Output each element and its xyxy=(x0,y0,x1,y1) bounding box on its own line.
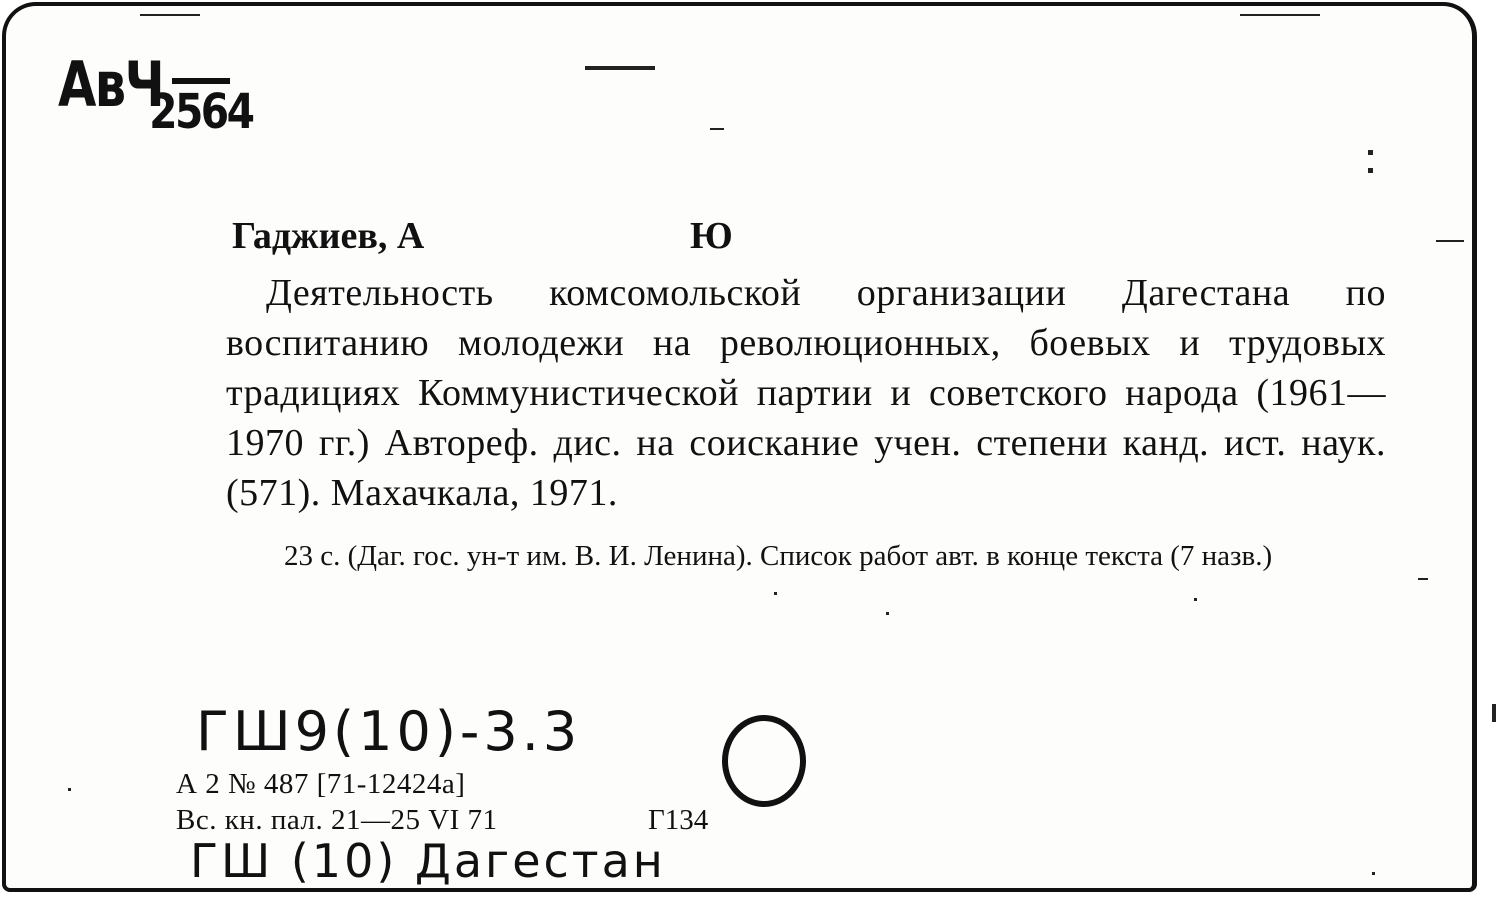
classification-mark: ГШ9(10)-3.3 xyxy=(196,700,582,763)
issue-line: Вс. кн. пал. 21—25 VI 71 xyxy=(176,804,498,836)
scan-speck xyxy=(1368,168,1373,173)
scan-speck xyxy=(1194,598,1197,601)
shelf-mark-fraction xyxy=(149,78,253,140)
scan-speck xyxy=(1492,704,1496,722)
scan-speck xyxy=(710,128,724,130)
subject-mark: ГШ (10) Дагестан xyxy=(190,834,666,888)
shelf-mark-top: АвЧ xyxy=(58,48,164,121)
circle-stamp xyxy=(722,715,806,807)
scan-speck xyxy=(886,612,889,615)
scan-speck xyxy=(1368,150,1373,155)
author-initial: Ю xyxy=(690,215,733,257)
issue-code: Г134 xyxy=(648,804,709,836)
title-paragraph: Деятельность комсомольской организации Дагестана по воспитанию молодежи на революционных, боевых и трудовых традициях Коммунистической партии и советского народа (1961—1970 гг.) Автореф. дис. на соискание учен. степени канд. ист. наук. (571). Махачкала, 1971. xyxy=(226,272,1386,514)
scan-speck xyxy=(68,788,71,791)
author-name: Гаджиев, А xyxy=(232,215,425,257)
scan-speck xyxy=(1240,14,1320,16)
scan-speck xyxy=(140,14,200,16)
scan-speck xyxy=(774,592,777,595)
extent-paragraph: 23 с. (Даг. гос. ун-т им. В. И. Ленина). Список работ авт. в конце текста (7 назв.) xyxy=(284,540,1273,572)
scan-speck xyxy=(1418,578,1428,580)
scan-speck xyxy=(585,66,655,70)
scan-speck xyxy=(1372,872,1375,875)
shelf-mark-bottom: 2564 xyxy=(149,84,253,140)
scan-speck xyxy=(1436,240,1464,242)
order-line: А 2 № 487 [71-12424а] xyxy=(176,768,466,800)
